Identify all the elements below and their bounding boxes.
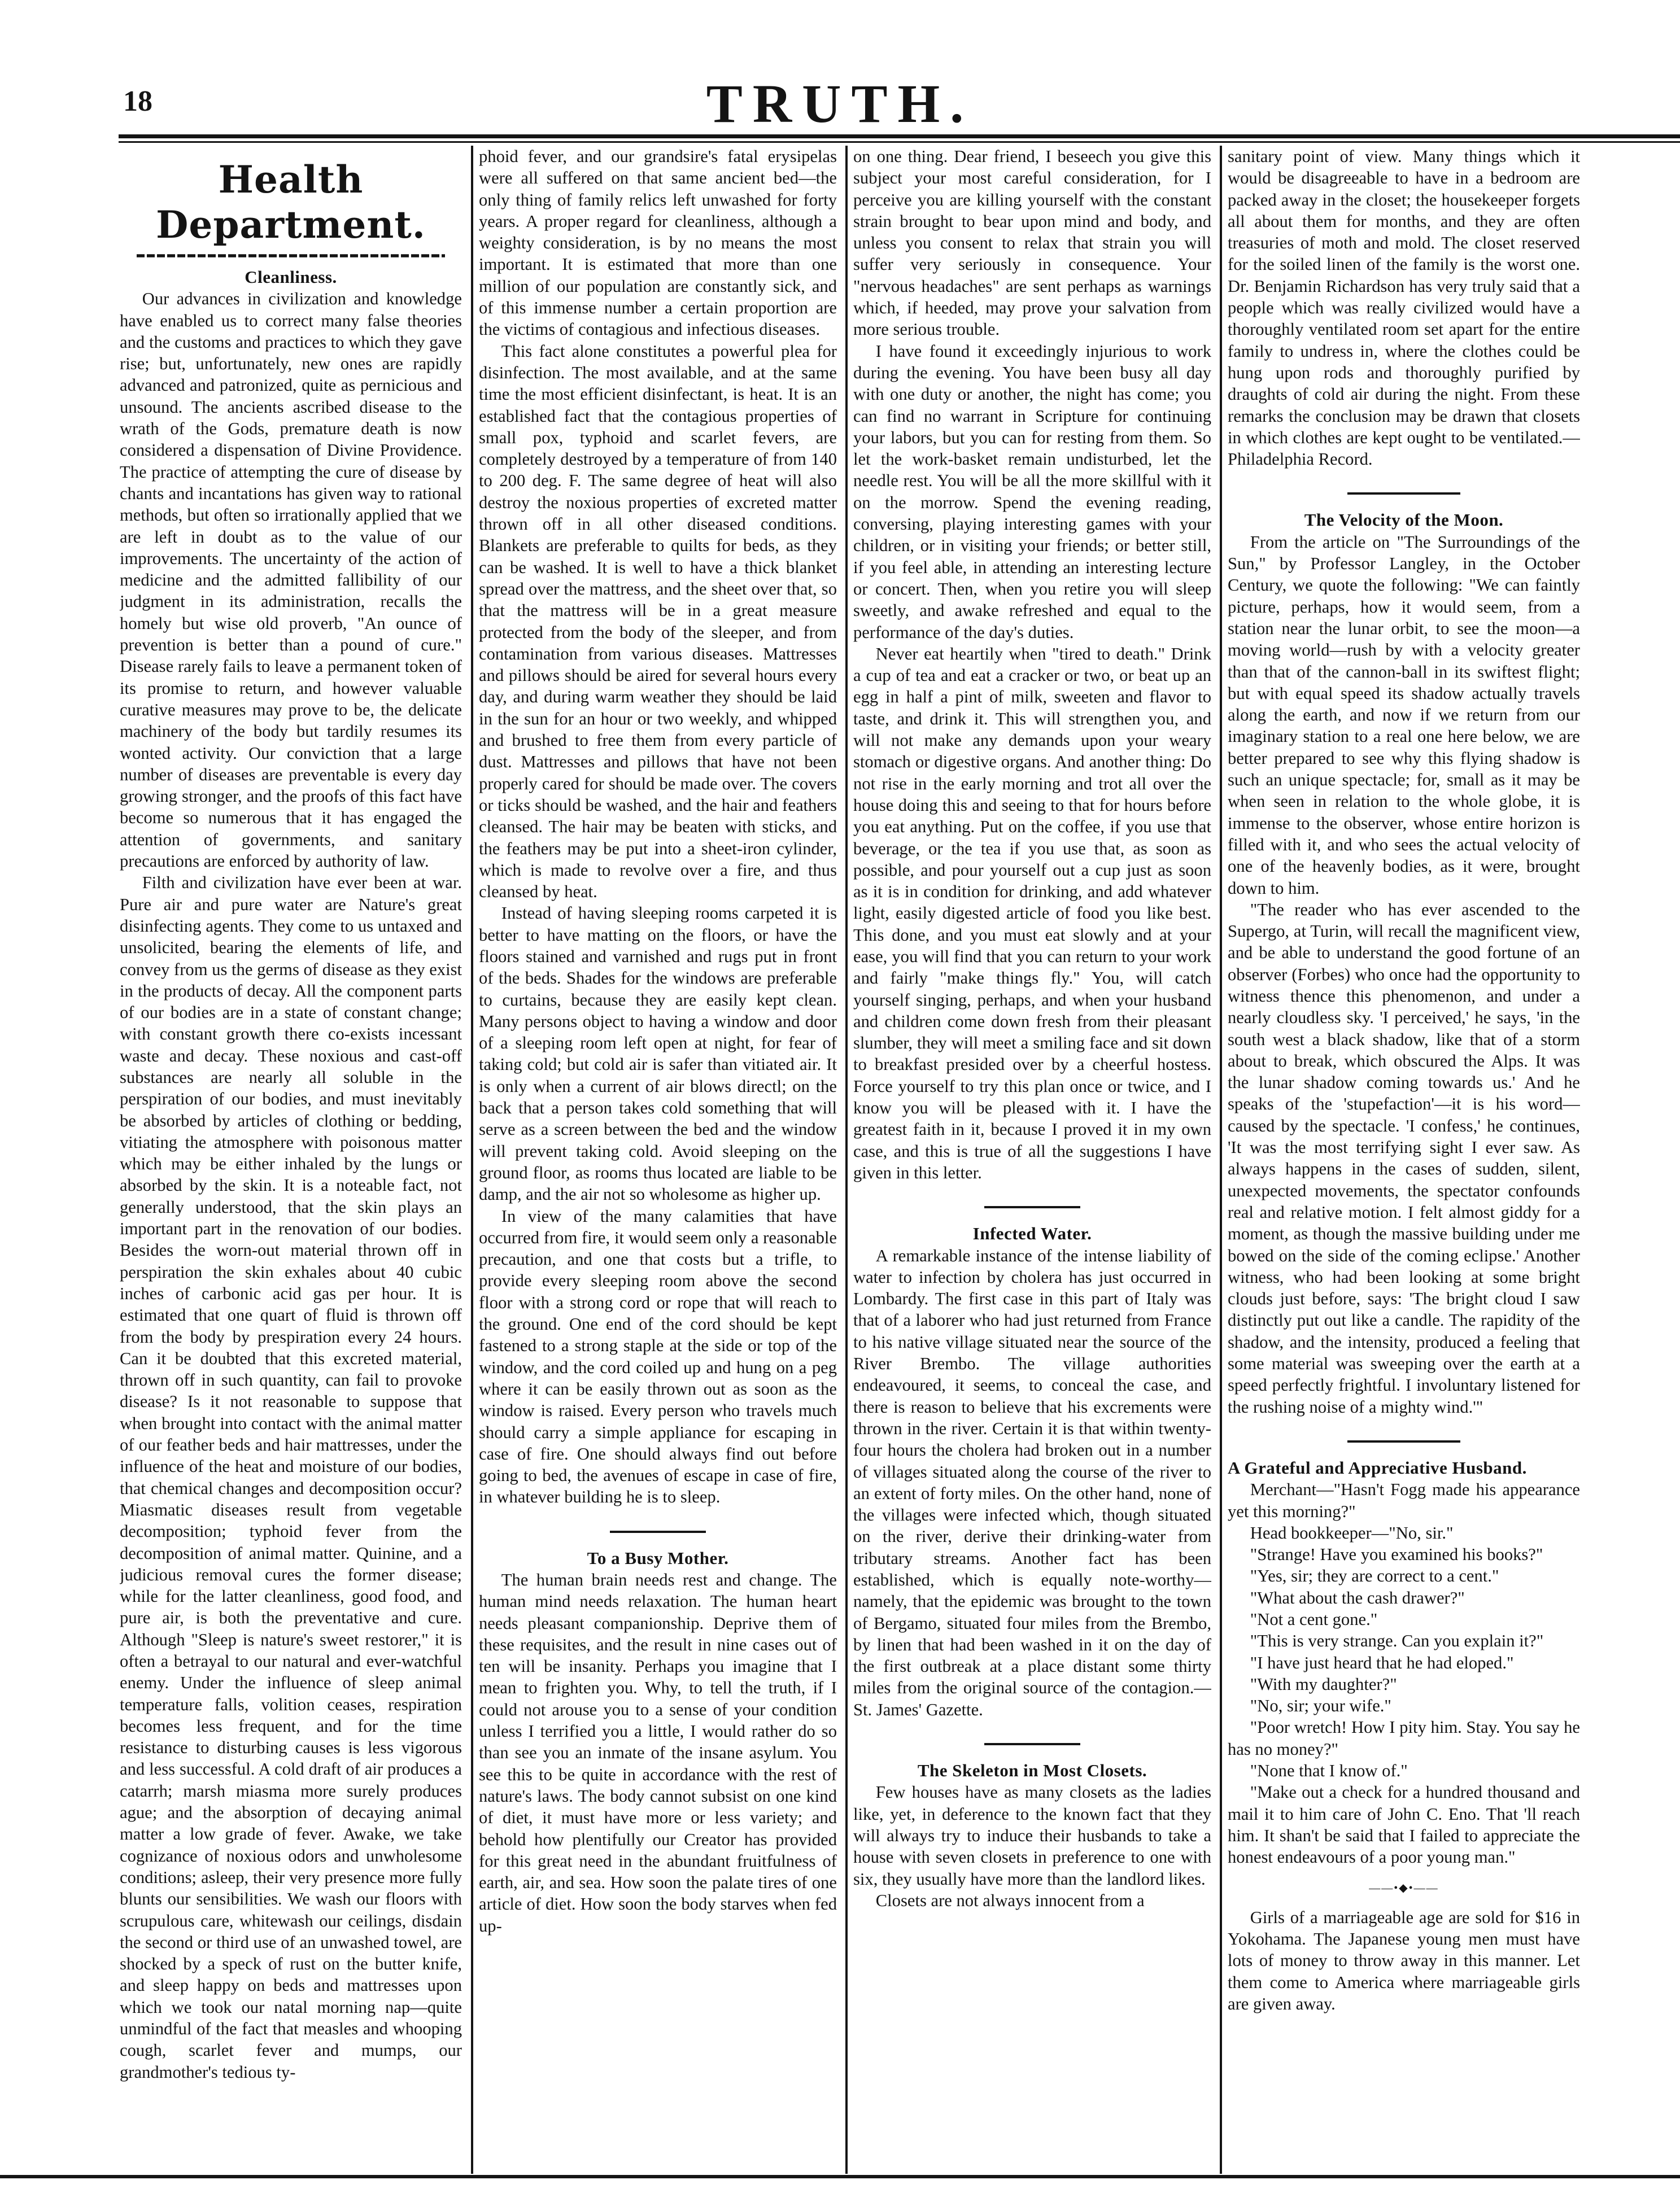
ornament-divider: ——•◆•——	[1369, 1881, 1439, 1894]
paragraph: In view of the many calamities that have occurred from fire, it would seem only a reasonable precaution, and one that costs but a trifle, to provide every sleeping room above the second floor with a strong cord or rope that will reach to the ground. One end of the cord should be kept fastened to a strong staple at the side or top of the window, and the cord coiled up and hung on a peg where it can be easily thrown out as soon as the window is raised. Every person who travels much should carry a simple appliance for escaping in case of fire. One should always find out before going to bed, the avenues of escape in case of fire, in whatever building he is to sleep.	[479, 1206, 837, 1507]
dialogue-line: "What about the cash drawer?"	[1250, 1588, 1465, 1607]
article-title: Infected Water.	[972, 1224, 1092, 1244]
paragraph: I have found it exceedingly injurious to work during the evening. You have been busy all day with one duty or another, the night has come; you can find no warrant in Scripture for continuing your labors, but you can for resting from them. So let the work-basket remain undisturbed, let the needle rest. You will be all the more skillful with it on the morrow. Spend the evening reading, conversing, playing interesting games with your children, or in visiting your friends; or better still, if you feel able, in attending an interesting lecture or concert. Then, when you retire you will sleep sweetly, and awake refreshed and equal to the performance of the day's duties.	[853, 341, 1211, 642]
dialogue-line: "I have just heard that he had eloped."	[1250, 1653, 1514, 1672]
article-separator	[1347, 492, 1460, 495]
section-title: Health Department.	[156, 158, 426, 247]
column-3	[853, 146, 1211, 2173]
article-separator	[1347, 1440, 1460, 1443]
article-separator	[984, 1206, 1080, 1208]
column-2	[479, 146, 837, 2173]
article-title: Cleanliness.	[245, 267, 337, 287]
article-separator	[610, 1531, 706, 1533]
paragraph: on one thing. Dear friend, I beseech you give this subject your most careful consideration, for I perceive you are killing yourself with the constant strain brought to bear upon mind and body, and unless you consent to relax that strain you will suffer very seriously in consequence. Your "nervous headaches" are sent perhaps as warnings which, if heeded, may prove your salvation from more serious trouble.	[853, 147, 1211, 339]
article-title: The Skeleton in Most Closets.	[917, 1760, 1147, 1781]
column-4	[1228, 146, 1580, 2173]
article-title: A Grateful and Appreciative Husband.	[1228, 1457, 1527, 1478]
dialogue-line: "With my daughter?"	[1250, 1674, 1397, 1694]
wavy-divider	[137, 251, 445, 261]
paragraph: Filth and civilization have ever been at war. Pure air and pure water are Nature's great disinfecting agents. They come to us untaxed and unsolicited, bearing the elements of life, and convey from us the germs of disease as they exist in the products of decay. All the component parts of our bodies are in a state of constant change; with constant growth there co-exists incessant waste and decay. These noxious and cast-off substances are nearly all soluble in the perspiration of our bodies, and must inevitably be absorbed by articles of clothing or bedding, vitiating the atmosphere with poisonous matter which may be either inhaled by the lungs or absorbed by the skin. It is a noteable fact, not generally understood, that the skin plays an important part in the renovation of our bodies. Besides the worn-out material thrown off in perspiration the skin exhales about 40 cubic inches of carbonic acid gas per hour. It is estimated that one quart of fluid is thrown off from the body by prespiration every 24 hours. Can it be doubted that this excreted material, thrown off in such quantity, can fail to provoke disease? Is it not reasonable to suppose that when brought into contact with the animal matter of our feather beds and hair mattresses, under the influence of the heat and moisture of our bodies, that chemical changes and decomposition occur? Miasmatic diseases result from vegetable decomposition; typhoid fever from the decomposition of animal matter. Quinine, and a judicious removal cures the former disease; while for the latter cleanliness, good food, and pure air, is both the preventative and cure. Although "Sleep is nature's sweet restorer," it is often a betrayal to our natural and ever-watchful enemy. Under the influence of sleep animal temperature falls, volition ceases, respiration becomes less frequent, and for the time resistance to disturbing causes is less vigorous and less successful. A cold draft of air produces a catarrh; marsh miasma more surely produces ague; and the absorption of decaying animal matter a low grade of fever. Awake, we take cognizance of noxious odors and unwholesome conditions; asleep, their very presence more fully blunts our sensibilities. We wash our floors with scrupulous care, whitewash our ceilings, disdain the second or third use of an unwashed towel, are shocked by a speck of rust on the butter knife, and sleep happy on beds and mattresses upon which we took our natal morning nap—quite unmindful of the fact that measles and whooping cough, scarlet fever and mumps, our grandmother's tedious ty-	[120, 873, 462, 2082]
paragraph: From the article on "The Surroundings of the Sun," by Professor Langley, in the October Century, we quote the following: "We can faintly picture, perhaps, how it would seem, from a station near the lunar orbit, to see the moon—a moving world—rush by with a velocity greater than that of the cannon-ball in its swiftest flight; but with equal speed its shadow actually travels along the earth, and now if we return from our imaginary station to a real one here below, we are better prepared to see why this flying shadow is such an unique spectacle; for, small as it may be when seen in relation to the whole globe, it is immense to the observer, whose entire horizon is filled with it, and who sees the actual velocity of one of the heavenly bodies, as it were, brought down to him.	[1228, 532, 1580, 898]
top-rule-thin	[119, 141, 1680, 143]
dialogue-line: "Yes, sir; they are correct to a cent."	[1250, 1566, 1499, 1586]
masthead: TRUTH.	[706, 73, 974, 134]
bottom-rule	[0, 2175, 1680, 2178]
dialogue-line: "Strange! Have you examined his books?"	[1250, 1545, 1543, 1565]
page-number: 18	[123, 85, 152, 117]
column-divider	[471, 146, 473, 2174]
dialogue-line: "This is very strange. Can you explain it?"	[1250, 1631, 1544, 1651]
paragraph: A remarkable instance of the intense liability of water to infection by cholera has just occurred in Lombardy. The first case in this part of Italy was that of a laborer who had just returned from France to his native village situated near the source of the River Brembo. The village authorities endeavoured, it seems, to conceal the case, and there is reason to believe that his excrements were thrown in the river. Certain it is that within twenty-four hours the cholera had broken out in a number of villages situated along the course of the river to an extent of forty miles. On the other hand, none of the villages were infected which, though situated on the river, derive their drinking-water from tributary streams. Another fact has been established, which is equally note-worthy—namely, that the epidemic was brought to the town of Bergamo, situated four miles from the Brembo, by linen that had been washed in it on the day of the first outbreak at a place distant some thirty miles from the original source of the contagion.—St. James' Gazette.	[853, 1246, 1211, 1719]
column-1	[120, 146, 462, 2173]
paragraph: sanitary point of view. Many things which it would be disagreeable to have in a bedroom are packed away in the closet; the housekeeper forgets all about them for months, and they are often treasuries of moth and mold. The closet reserved for the soiled linen of the family is the worst one. Dr. Benjamin Richardson has very truly said that a people which was really civilized would have a thoroughly ventilated room set apart for the entire family to undress in, where the clothes could be hung upon rods and thoroughly purified by draughts of cold air during the night. From these remarks the conclusion may be drawn that closets in which clothes are kept ought to be ventilated.—Philadelphia Record.	[1228, 147, 1580, 469]
paragraph: The human brain needs rest and change. The human mind needs relaxation. The human heart needs pleasant companionship. Deprive them of these requisites, and the result in nine cases out of ten will be insanity. Perhaps you imagine that I mean to frighten you. Why, to tell the truth, if I could not arouse you to a sense of your condition unless I terrified you a little, I would rather do so than see you an inmate of the insane asylum. You see this to be quite in accordance with the rest of nature's laws. The body cannot subsist on one kind of diet, it must have more or less variety; and behold how plentifully our Creator has provided for this great need in the abundant fruitfulness of earth, air, and sea. How soon the palate tires of one article of diet. How soon the body starves when fed up-	[479, 1570, 837, 1936]
dialogue-line: "Make out a check for a hundred thousand and mail it to him care of John C. Eno. That 'll reach him. It shan't be said that I failed to appreciate the honest endeavours of a poor young man."	[1228, 1783, 1580, 1867]
article-title: The Velocity of the Moon.	[1304, 510, 1504, 530]
paragraph: "The reader who has ever ascended to the Supergo, at Turin, will recall the magnificent view, and be able to understand the good fortune of an observer (Forbes) who once had the opportunity to witness thence this phenomenon, and under a nearly cloudless sky. 'I perceived,' he says, 'in the south west a black shadow, like that of a storm about to break, which obscured the Alps. It was the lunar shadow coming towards us.' And he speaks of the 'stupefaction'—it is his word—caused by the spectacle. 'I confess,' he continues, 'It was the most terrifying sight I ever saw. As always happens in the cases of sudden, silent, unexpected movements, the spectator confounds real and relative motion. I felt almost giddy for a moment, as though the massive building under me bowed on the side of the coming eclipse.' Another witness, who had been looking at some bright clouds just before, says: 'The bright cloud I saw distinctly put out like a candle. The rapidity of the shadow, and the intensity, produced a feeling that some material was sweeping over the earth at a speed perfectly frightful. I involuntary listened for the rushing noise of a mighty wind.'"	[1228, 899, 1580, 1417]
paragraph: Girls of a marriageable age are sold for $16 in Yokohama. The Japanese young men must have lots of money to throw away in this manner. Let them come to America where marriageable girls are given away.	[1228, 1907, 1580, 2014]
paragraph: phoid fever, and our grandsire's fatal erysipelas were all suffered on that same ancient bed—the only thing of family relics left unwashed for forty years. A proper regard for cleanliness, although a weighty consideration, is by no means the most important. It is estimated that more than one million of our population are constantly sick, and of this immense number a certain proportion are the victims of contagious and infectious diseases.	[479, 147, 837, 339]
column-divider	[845, 146, 848, 2174]
paragraph: Few houses have as many closets as the ladies like, yet, in deference to the known fact that they will always try to induce their husbands to take a house with seven closets in preference to one with six, they usually have more than the landlord likes.	[853, 1783, 1211, 1889]
article-separator	[984, 1743, 1080, 1745]
dialogue-line: Merchant—"Hasn't Fogg made his appearance yet this morning?"	[1228, 1480, 1580, 1521]
paragraph: Closets are not always innocent from a	[875, 1890, 1145, 1910]
paragraph: This fact alone constitutes a powerful plea for disinfection. The most available, and at the same time the most efficient disinfectant, is heat. It is an established fact that the contagious properties of small pox, typhoid and scarlet fevers, are completely destroyed by a temperature of from 140 to 200 deg. F. The same degree of heat will also destroy the noxious properties of excreted matter thrown off in all other diseased conditions. Blankets are preferable to quilts for beds, as they can be washed. It is well to have a thick blanket spread over the mattress, and the sheet over that, so that the mattress will be in a great measure protected from the body of the sleeper, and from contamination from various diseases. Mattresses and pillows should be aired for several hours every day, and during warm weather they should be laid in the sun for an hour or two weekly, and whipped and brushed to free them from every particle of dust. Mattresses and pillows that have not been properly cared for should be made over. The covers or ticks should be washed, and the hair and feathers cleansed. The hair may be beaten with sticks, and the feathers may be put into a sheet-iron cylinder, which is made to revolve over a fire, and thus cleansed by heat.	[479, 341, 837, 902]
paragraph: Instead of having sleeping rooms carpeted it is better to have matting on the floors, or have the floors stained and varnished and rugs put in front of the beds. Shades for the windows are preferable to curtains, because they are easily kept clean. Many persons object to having a window and door of a sleeping room left open at night, for fear of taking cold; but cold air is safer than vitiated air. It is only when a current of air blows directl; on the back that a person takes cold something that will serve as a screen between the bed and the window will prevent taking cold. Avoid sleeping on the ground floor, as rooms thus located are liable to be damp, and the air not so wholesome as higher up.	[479, 903, 837, 1204]
column-divider	[1220, 146, 1222, 2174]
dialogue-line: Head bookkeeper—"No, sir."	[1250, 1523, 1454, 1543]
paragraph: Our advances in civilization and knowledge have enabled us to correct many false theories and the customs and practices to which they gave rise; but, unfortunately, new ones are rapidly advanced and patronized, quite as pernicious and unsound. The ancients ascribed disease to the wrath of the Gods, premature death is now considered a dispensation of Divine Providence. The practice of attempting the cure of disease by chants and incantations has given way to rational methods, but often so irrationally applied that we are left in doubt as to the value of our improvements. The uncertainty of the action of medicine and the admitted fallibility of our judgment in its administration, recalls the homely but wise old proverb, "An ounce of prevention is better than a pound of cure." Disease rarely fails to leave a permanent token of its promise to return, and however valuable curative measures may prove to be, the delicate machinery of the body but tardily resumes its wonted activity. Our conviction that a large number of diseases are preventable is every day growing stronger, and the proofs of this fact have become so numerous that it has engaged the attention of governments, and sanitary precautions are enforced by authority of law.	[120, 289, 462, 871]
dialogue-line: "None that I know of."	[1250, 1761, 1408, 1781]
dialogue-line: "Poor wretch! How I pity him. Stay. You say he has no money?"	[1228, 1718, 1580, 1759]
article-title: To a Busy Mother.	[587, 1548, 729, 1568]
top-rule	[119, 134, 1680, 138]
paragraph: Never eat heartily when "tired to death." Drink a cup of tea and eat a cracker or two, or beat up an egg in half a pint of milk, sweeten and flavor to taste, and drink it. This will strengthen you, and will not make any demands upon your weary stomach or digestive organs. And another thing: Do not rise in the early morning and trot all over the house doing this and seeing to that for hours before you eat anything. Put on the coffee, if you use that beverage, or the tea if you use that, as soon as possible, and pour yourself out a cup just as soon as it is in condition for drinking, and add whatever light, easily digested article of food you like best. This done, and you must eat slowly and at your ease, you will find that you can return to your work and fairly "make things fly." You, will catch yourself singing, perhaps, and when your husband and children come down fresh from their pleasant slumber, they will meet a smiling face and sit down to breakfast presided over by a cheerful hostess. Force yourself to try this plan once or twice, and I know you will be pleased with it. I have the greatest faith in it, because I proved it in my own case, and this is true of all the suggestions I have given in this letter.	[853, 644, 1211, 1182]
dialogue-line: "No, sir; your wife."	[1250, 1696, 1391, 1716]
dialogue-line: "Not a cent gone."	[1250, 1610, 1378, 1629]
